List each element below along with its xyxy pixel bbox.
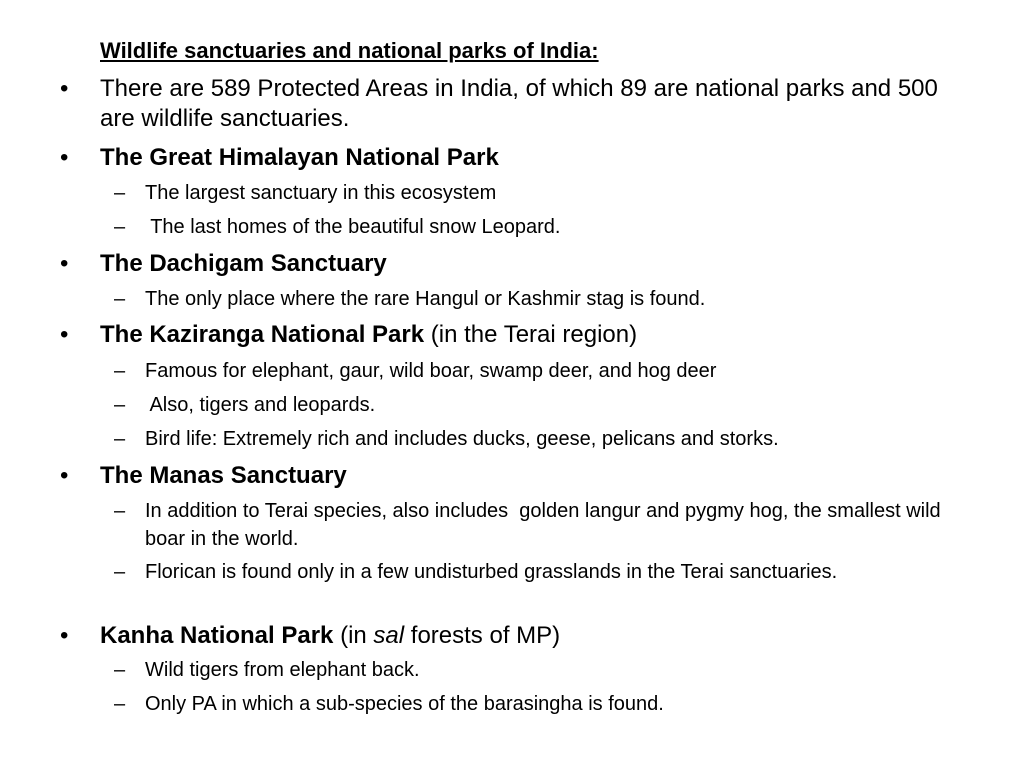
park-note-pre: (in	[340, 622, 374, 649]
park-point: – Florican is found only in a few undisturbed grasslands in the Terai sanctuaries.	[145, 558, 905, 586]
park-point: – Wild tigers from elephant back.	[145, 656, 965, 684]
park-point: – The last homes of the beautiful snow Leopard.	[145, 213, 965, 241]
park-heading-kaziranga	[100, 320, 960, 350]
park-note: (in the Terai region)	[430, 321, 638, 348]
park-name: The Great Himalayan National Park	[100, 144, 499, 171]
park-name: Kanha National Park	[100, 622, 334, 649]
park-name: The Kaziranga National Park	[100, 321, 425, 348]
intro-bullet: • There are 589 Protected Areas in India, of which 89 are national parks and 500 are wildlife sanctuaries.	[100, 74, 960, 134]
park-heading-dachigam	[100, 249, 960, 279]
park-note	[340, 622, 560, 649]
park-point: – The only place where the rare Hangul or Kashmir stag is found.	[145, 285, 965, 313]
park-point: – Also, tigers and leopards.	[145, 391, 965, 419]
park-heading-kanha	[100, 621, 960, 651]
park-point: – Famous for elephant, gaur, wild boar, swamp deer, and hog deer	[145, 357, 965, 385]
park-point: – Only PA in which a sub-species of the barasingha is found.	[145, 690, 965, 718]
park-point: – In addition to Terai species, also includes golden langur and pygmy hog, the smallest wild boar in the world.	[145, 497, 965, 553]
park-point: – The largest sanctuary in this ecosystem	[145, 179, 965, 207]
park-note-post: forests of MP)	[404, 622, 561, 649]
park-heading-manas	[100, 461, 960, 491]
slide-title: Wildlife sanctuaries and national parks of India:	[100, 38, 599, 63]
park-note-italic: sal	[373, 622, 405, 649]
park-point: – Bird life: Extremely rich and includes ducks, geese, pelicans and storks.	[145, 425, 965, 453]
park-name: The Dachigam Sanctuary	[100, 250, 387, 277]
park-heading-himalayan	[100, 143, 960, 173]
park-name: The Manas Sanctuary	[100, 462, 347, 489]
